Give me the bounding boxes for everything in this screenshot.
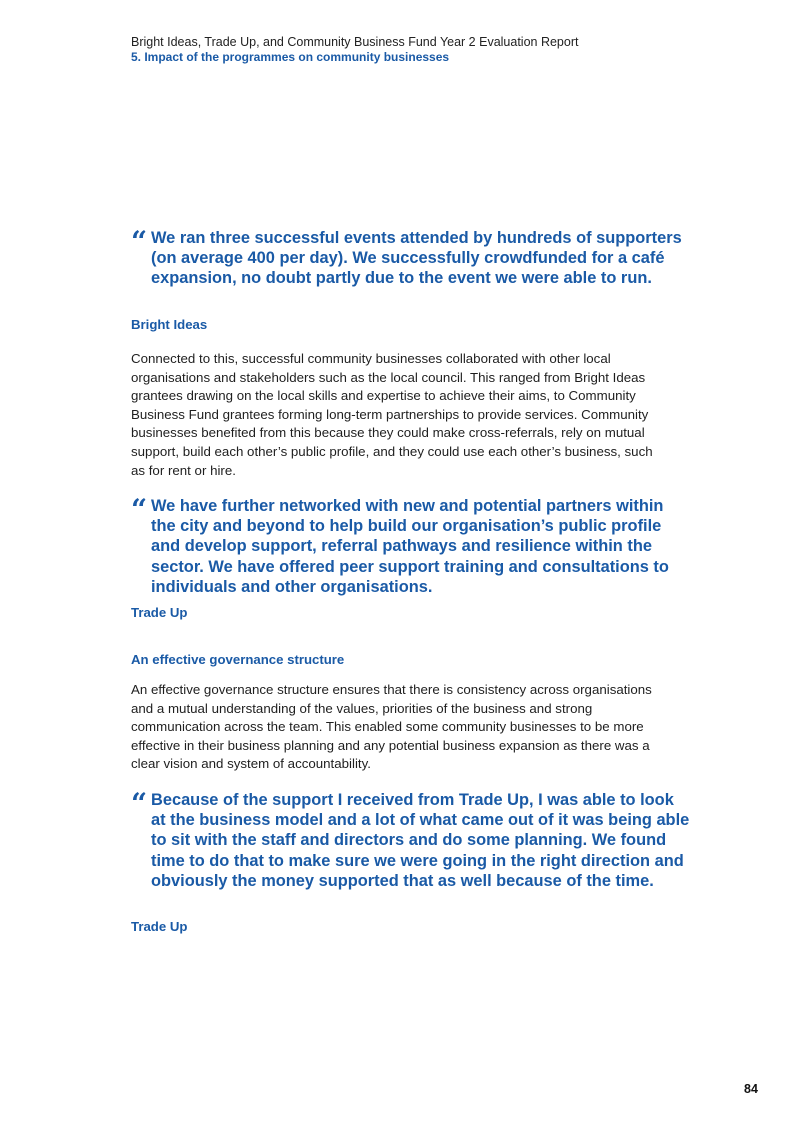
quote-text: Because of the support I received from Trade Up, I was able to look at the business model and a lot of what came out of it was being able to sit with the staff and directors and do some planning. We found time to do that to make sure we were going in the right direction and obviously the money supported that as well because of the time. — [151, 791, 690, 890]
quote-text: We have further networked with new and potential partners within the city and beyond to help build our organisation’s public profile and develop support, referral pathways and resilience within the sector. We have offered peer support training and consultations to individuals and other organisations. — [151, 497, 669, 596]
running-header — [131, 35, 731, 65]
quote-mark-icon: “ — [131, 225, 148, 258]
report-title: Bright Ideas, Trade Up, and Community Business Fund Year 2 Evaluation Report — [131, 35, 579, 49]
pull-quote-1 — [131, 225, 691, 289]
quote-text: We ran three successful events attended by hundreds of supporters (on average 400 per day). We successfully crowdfunded for a café expansion, no doubt partly due to the event we were able to run. — [151, 229, 682, 288]
body-paragraph: Connected to this, successful community businesses collaborated with other local organisations and stakeholders such as the local council. This ranged from Bright Ideas grantees drawing on the local skills and expertise to achieve their aims, to Community Business Fund grantees forming long-term partnerships to provide services. Community businesses benefited from this because they could make cross-referrals, rely on mutual support, build each other’s public profile, and they could use each other’s business, such as for rent or hire. — [131, 351, 653, 478]
quote-attribution: Bright Ideas — [131, 317, 208, 332]
section-title: 5. Impact of the programmes on community businesses — [131, 50, 450, 64]
quote-attribution: Trade Up — [131, 919, 188, 934]
page-number: 84 — [744, 1082, 758, 1096]
quote-mark-icon: “ — [131, 493, 148, 526]
body-paragraph: An effective governance structure ensures that there is consistency across organisations and a mutual understanding of the values, priorities of the business and strong communication across the team. This enabled some community businesses to be more effective in their business planning and any potential business expansion as there was a clear vision and system of accountability. — [131, 682, 652, 772]
pull-quote-3 — [131, 787, 691, 891]
quote-attribution: Trade Up — [131, 605, 188, 620]
subheading: An effective governance structure — [131, 652, 345, 667]
pull-quote-2 — [131, 493, 691, 597]
quote-mark-icon: “ — [131, 787, 148, 820]
